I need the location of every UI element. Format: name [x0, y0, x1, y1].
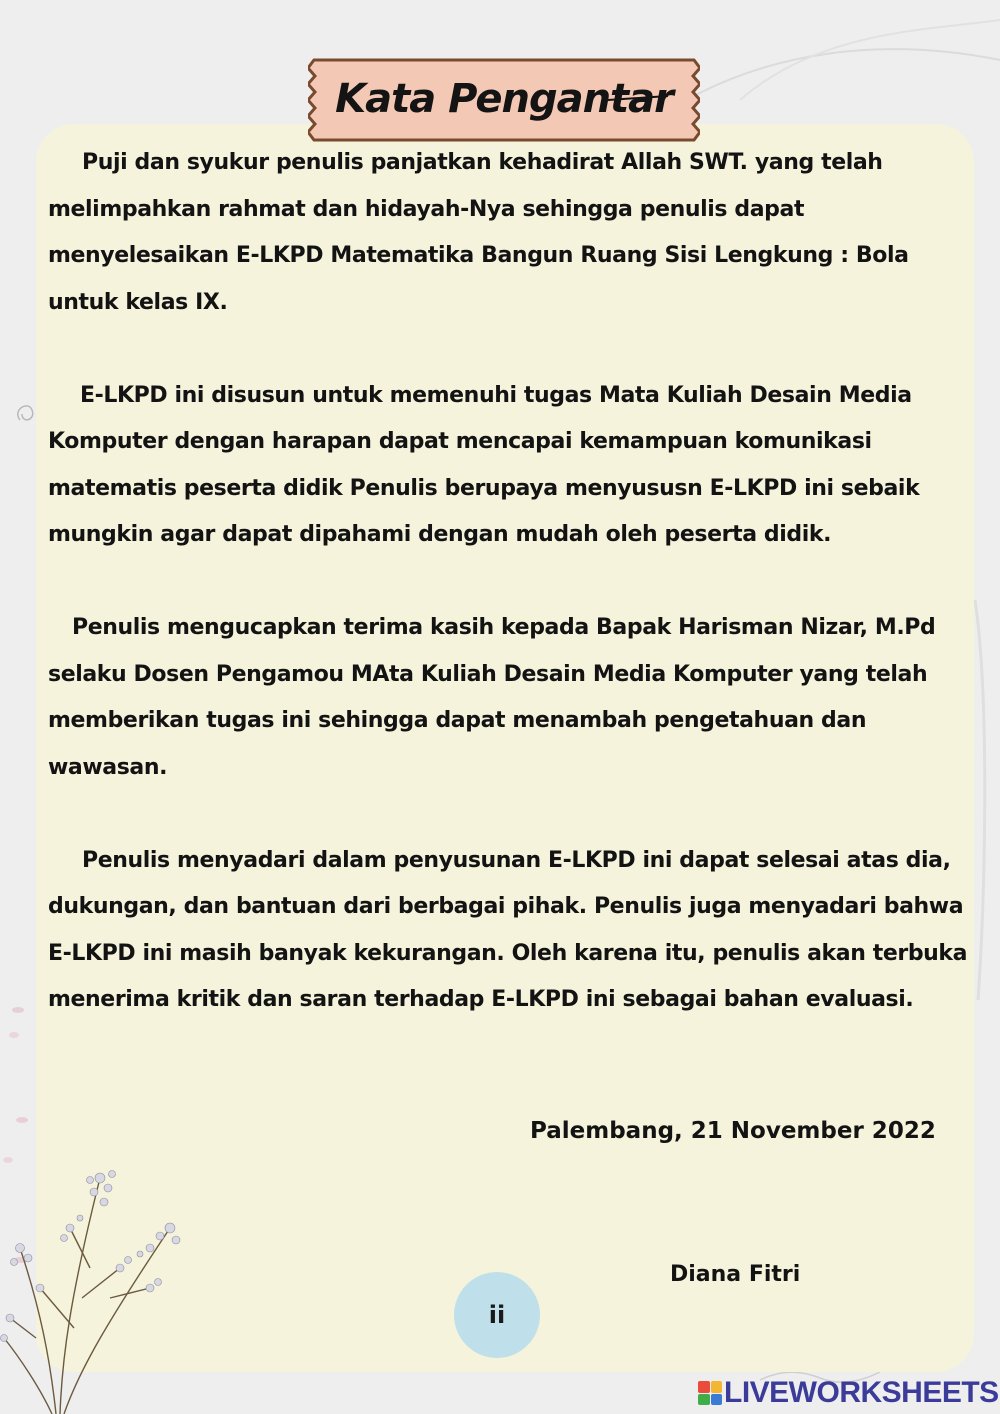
page-number-badge: ii — [454, 1272, 540, 1358]
page-title: Kata Pengantar — [335, 76, 673, 122]
paragraph-intro: Puji dan syukur penulis panjatkan kehadirat Allah SWT. yang telah melimpahkan rahmat dan hidayah-Nya sehingga penulis dapat menyelesaikan E-LKPD Matematika Bangun Ruang Sisi Lengkung : Bola untuk kelas IX. — [48, 150, 909, 315]
flower-illustration — [0, 1158, 200, 1414]
watermark-text: LIVEWORKSHEETS — [724, 1376, 999, 1409]
liveworksheets-logo-icon — [698, 1381, 722, 1405]
paragraph-purpose: E-LKPD ini disusun untuk memenuhi tugas Mata Kuliah Desain Media Komputer dengan harapan dapat mencapai kemampuan komunikasi matematis peserta didik Penulis berupaya menyususn E-LKPD ini sebaik mungkin agar dapat dipahami dengan mudah oleh peserta didik. — [48, 382, 920, 547]
paragraph-closing: Penulis menyadari dalam penyusunan E-LKPD ini dapat selesai atas dia, dukungan, dan bantuan dari berbagai pihak. Penulis juga menyadari bahwa E-LKPD ini masih banyak kekurangan. Oleh karena itu, penulis akan terbuka menerima kritik dan saran terhadap E-LKPD ini sebagai bahan evaluasi. — [48, 847, 968, 1012]
document-body — [48, 140, 968, 1070]
title-banner — [308, 56, 700, 142]
paragraph-thanks: Penulis mengucapkan terima kasih kepada Bapak Harisman Nizar, M.Pd selaku Dosen Pengamou MAta Kuliah Desain Media Komputer yang telah memberikan tugas ini sehingga dapat menambah pengetahuan dan wawasan. — [48, 615, 936, 780]
place-date: Palembang, 21 November 2022 — [530, 1118, 936, 1144]
author-name: Diana Fitri — [670, 1262, 801, 1287]
liveworksheets-watermark — [698, 1376, 999, 1410]
